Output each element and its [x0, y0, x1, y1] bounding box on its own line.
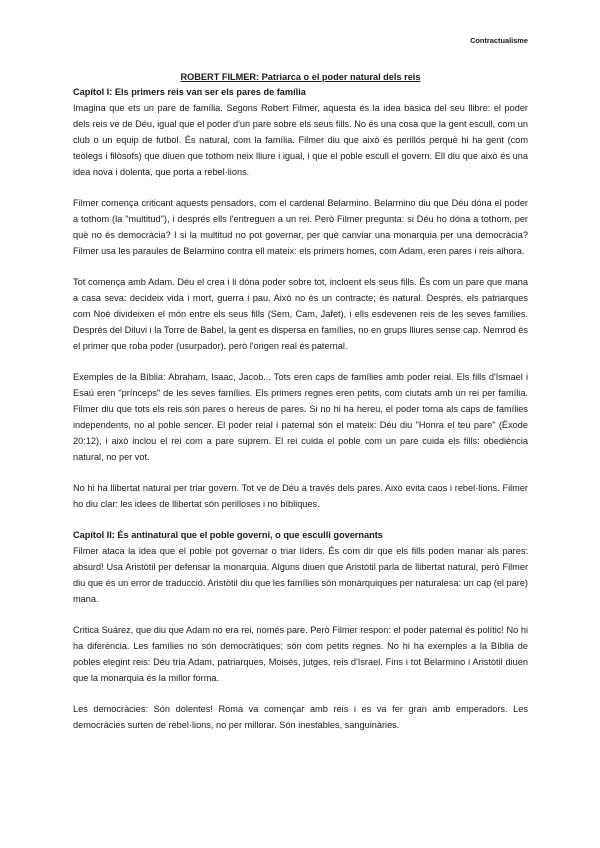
chapter-2-heading: Capítol II: És antinatural que el poble governi, o que esculli governants — [73, 530, 383, 540]
paragraph: Les democràcies: Són dolentes! Roma va començar amb reis i es va fer gran amb emperadors. Les democràcies surten de rebel·lions, no per millorar. Són inestables, sanguinàries. — [73, 704, 528, 730]
running-header: Contractualisme — [470, 36, 528, 45]
paragraph: Imagina que ets un pare de família. Segons Robert Filmer, aquesta és la idea bàsica del seu llibre: el poder dels reis ve de Déu, igual que el poder d'un pare sobre els seus fills. No és una cosa que la gent escull, com un club o un equip de futbol. És natural, com la família. Filmer diu que això és perillós perquè hi ha gent (com teòlegs i filòsofs) que diuen que tothom neix lliure i igual, i que el poble escull el govern. Ell diu que això és una idea nova i dolenta, que porta a rebel·lions. — [73, 103, 528, 177]
paragraph: Exemples de la Bíblia: Abraham, Isaac, Jacob... Tots eren caps de famílies amb poder reial. Els fills d'Ismael i Esaú eren "prínceps" de les seves famílies. Els primers regnes eren petits, com ciutats amb un rei per família. Filmer diu que tots els reis són pares o hereus de pares. Si no hi ha hereu, el poder torna als caps de famílies independents, no al poble sencer. El poder reial i paternal són el mateix: Déu diu "Honra el teu pare" (Èxode 20:12), i això inclou el rei com a pare suprem. El rei cuida el poble com un pare cuida els fills: obediència natural, no per vot. — [73, 372, 528, 462]
paragraph: No hi ha llibertat natural per triar govern. Tot ve de Déu a través dels pares. Això evita caos i rebel·lions. Filmer ho diu clar: les idees de llibertat són perilloses i no bíbliques. — [73, 483, 528, 509]
paragraph: Critica Suárez, que diu que Adam no era rei, només pare. Però Filmer respon: el poder paternal és polític! No hi ha diferència. Les famílies no són democràtiques; són com petits regnes. No hi ha exemples a la Bíblia de pobles elegint reis: Déu tria Adam, patriarques, Moisès, jutges, reis d'Israel. Fins i tot Belarmino i Aristòtil diuen que la monarquia és la millor forma. — [73, 625, 528, 683]
paragraph: Filmer comença criticant aquests pensadors, com el cardenal Belarmino. Belarmino diu que Déu dóna el poder a tothom (la "multitud"), i després ells l'entreguen a un rei. Però Filmer pregunta: si Déu ho dóna a tothom, per què no és democràcia? I si la multitud no pot governar, per què canviar una monarquia per una democràcia? Filmer usa les paraules de Belarmino contra ell mateix: els primers homes, com Adam, eren pares i reis alhora. — [73, 198, 528, 256]
document-title: ROBERT FILMER: Patriarca o el poder natural dels reis — [180, 72, 421, 82]
paragraph: Filmer ataca la idea que el poble pot governar o triar líders. És com dir que els fills poden manar als pares: absurd! Usa Aristòtil per defensar la monarquia. Alguns diuen que Aristòtil parla de llibertat natural, però Filmer diu que és un error de traducció. Aristòtil diu que les famílies són monàrquiques per naturalesa: un cap (el pare) mana. — [73, 546, 528, 604]
paragraph: Tot comença amb Adam. Déu el crea i li dóna poder sobre tot, incloent els seus fills. És com un pare que mana a casa seva: decideix vida i mort, guerra i pau. Això no és un contracte; és natural. Després, els patriarques com Noè divideixen el món entre els seus fills (Sem, Cam, Jafet), i ells esdevenen reis de les seves famílies. Després del Diluvi i la Torre de Babel, la gent es dispersa en famílies, no en grups lliures sense cap. Nemrod és el primer que roba poder (usurpador), però l'origen real és paternal. — [73, 277, 528, 351]
chapter-1-heading: Capítol I: Els primers reis van ser els pares de família — [73, 87, 306, 97]
